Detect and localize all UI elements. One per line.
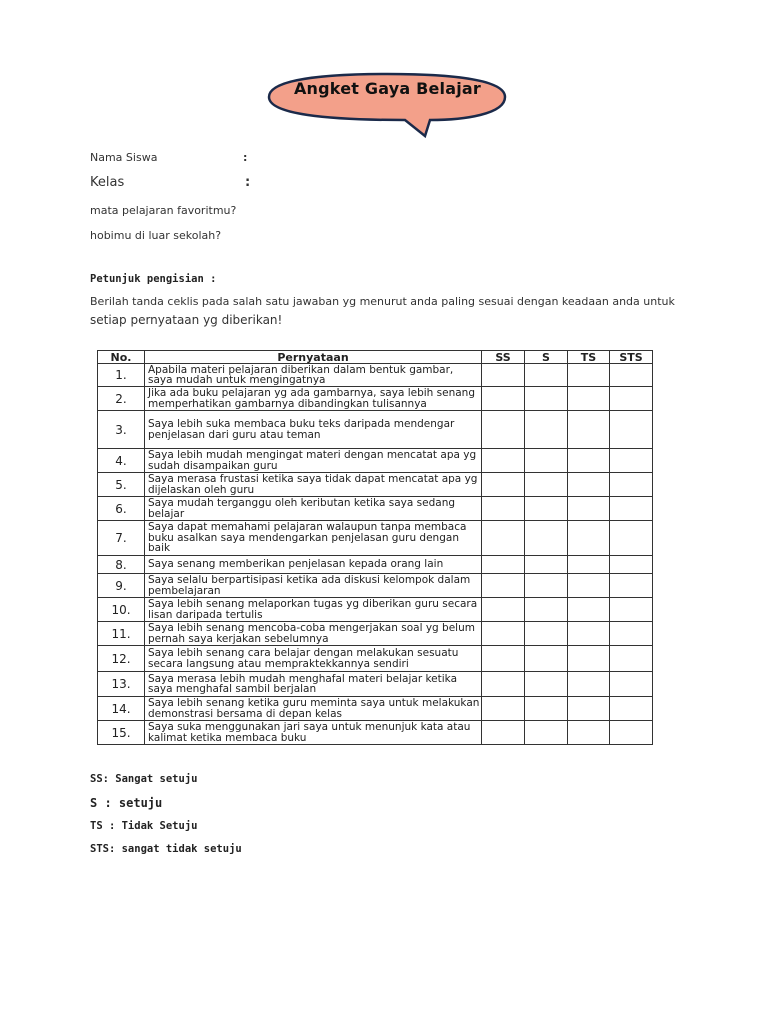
header-no: No.: [98, 351, 145, 364]
answer-cell-s[interactable]: [525, 387, 568, 411]
answer-cell-ts[interactable]: [568, 598, 610, 622]
row-number: 11.: [98, 622, 145, 646]
header-ts: TS: [568, 351, 610, 364]
class-field: [90, 175, 251, 190]
row-number: 12.: [98, 646, 145, 672]
answer-cell-ss[interactable]: [482, 473, 525, 497]
row-number: 4.: [98, 449, 145, 473]
answer-cell-s[interactable]: [525, 672, 568, 697]
row-number: 10.: [98, 598, 145, 622]
answer-cell-ts[interactable]: [568, 449, 610, 473]
answer-cell-ts[interactable]: [568, 387, 610, 411]
instructions-text: [90, 292, 690, 330]
table-row: [98, 411, 653, 449]
favorite-subject-field: [90, 204, 236, 217]
answer-cell-ss[interactable]: [482, 672, 525, 697]
table-row: [98, 387, 653, 411]
table-row: [98, 497, 653, 521]
answer-cell-ss[interactable]: [482, 697, 525, 721]
answer-cell-ts[interactable]: [568, 521, 610, 556]
header-statement: Pernyataan: [145, 351, 482, 364]
answer-cell-sts[interactable]: [610, 497, 653, 521]
table-row: [98, 449, 653, 473]
table-row: [98, 646, 653, 672]
answer-cell-s[interactable]: [525, 622, 568, 646]
answer-cell-s[interactable]: [525, 473, 568, 497]
field-colon: :: [245, 175, 251, 190]
field-label: hobimu di luar sekolah?: [90, 229, 222, 242]
row-number: 1.: [98, 364, 145, 387]
answer-cell-ts[interactable]: [568, 697, 610, 721]
table-row: [98, 473, 653, 497]
table-row: [98, 721, 653, 745]
answer-cell-sts[interactable]: [610, 574, 653, 598]
answer-cell-sts[interactable]: [610, 473, 653, 497]
statement-cell: Saya suka menggunakan jari saya untuk menunjuk kata atau kalimat ketika membaca buku: [145, 721, 482, 745]
answer-cell-s[interactable]: [525, 411, 568, 449]
answer-cell-sts[interactable]: [610, 697, 653, 721]
table-header-row: [98, 351, 653, 364]
field-label: Kelas: [90, 175, 125, 190]
answer-cell-sts[interactable]: [610, 622, 653, 646]
statement-cell: Saya lebih senang cara belajar dengan melakukan sesuatu secara langsung atau mempraktekkannya sendiri: [145, 646, 482, 672]
field-label: Nama Siswa: [90, 151, 158, 164]
answer-cell-ss[interactable]: [482, 646, 525, 672]
row-number: 13.: [98, 672, 145, 697]
legend-ts: TS : Tidak Setuju: [90, 820, 198, 832]
answer-cell-sts[interactable]: [610, 521, 653, 556]
answer-cell-sts[interactable]: [610, 721, 653, 745]
answer-cell-sts[interactable]: [610, 364, 653, 387]
answer-cell-ss[interactable]: [482, 598, 525, 622]
answer-cell-s[interactable]: [525, 497, 568, 521]
statement-cell: Saya merasa lebih mudah menghafal materi belajar ketika saya menghafal sambil berjalan: [145, 672, 482, 697]
answer-cell-sts[interactable]: [610, 556, 653, 574]
statement-cell: Apabila materi pelajaran diberikan dalam bentuk gambar, saya mudah untuk mengingatnya: [145, 364, 482, 387]
field-label: mata pelajaran favoritmu?: [90, 204, 237, 217]
row-number: 5.: [98, 473, 145, 497]
answer-cell-ts[interactable]: [568, 721, 610, 745]
header-s: S: [525, 351, 568, 364]
student-name-field: [90, 151, 248, 164]
field-colon: :: [243, 151, 248, 164]
answer-cell-ts[interactable]: [568, 556, 610, 574]
hobby-field: [90, 229, 221, 242]
statement-cell: Saya mudah terganggu oleh keributan ketika saya sedang belajar: [145, 497, 482, 521]
answer-cell-s[interactable]: [525, 574, 568, 598]
header-sts: STS: [610, 351, 653, 364]
instructions-line: Berilah tanda ceklis pada salah satu jawaban yg menurut anda paling sesuai dengan keadaan anda untuk: [90, 295, 675, 308]
statement-cell: Saya selalu berpartisipasi ketika ada diskusi kelompok dalam pembelajaran: [145, 574, 482, 598]
answer-cell-s[interactable]: [525, 721, 568, 745]
statement-cell: Saya lebih senang melaporkan tugas yg diberikan guru secara lisan daripada tertulis: [145, 598, 482, 622]
instructions-title: Petunjuk pengisian :: [90, 273, 217, 285]
answer-cell-s[interactable]: [525, 521, 568, 556]
answer-cell-ss[interactable]: [482, 622, 525, 646]
answer-cell-ss[interactable]: [482, 574, 525, 598]
row-number: 7.: [98, 521, 145, 556]
answer-cell-ss[interactable]: [482, 521, 525, 556]
answer-cell-s[interactable]: [525, 697, 568, 721]
statement-cell: Jika ada buku pelajaran yg ada gambarnya, saya lebih senang memperhatikan gambarnya dibandingkan tulisannya: [145, 387, 482, 411]
statement-cell: Saya lebih mudah mengingat materi dengan mencatat apa yg sudah disampaikan guru: [145, 449, 482, 473]
table-row: [98, 622, 653, 646]
answer-cell-s[interactable]: [525, 598, 568, 622]
row-number: 15.: [98, 721, 145, 745]
answer-cell-ts[interactable]: [568, 364, 610, 387]
row-number: 3.: [98, 411, 145, 449]
answer-cell-ts[interactable]: [568, 574, 610, 598]
instructions-line: setiap pernyataan yg diberikan!: [90, 313, 283, 327]
answer-cell-ss[interactable]: [482, 556, 525, 574]
answer-cell-ss[interactable]: [482, 497, 525, 521]
questionnaire-table: [97, 350, 653, 745]
answer-cell-ss[interactable]: [482, 364, 525, 387]
statement-cell: Saya dapat memahami pelajaran walaupun tanpa membaca buku asalkan saya mendengarkan penjelasan guru dengan baik: [145, 521, 482, 556]
title-bubble: [265, 70, 510, 140]
legend-ss: SS: Sangat setuju: [90, 773, 198, 785]
answer-cell-ts[interactable]: [568, 672, 610, 697]
answer-cell-sts[interactable]: [610, 449, 653, 473]
statement-cell: Saya merasa frustasi ketika saya tidak dapat mencatat apa yg dijelaskan oleh guru: [145, 473, 482, 497]
answer-cell-s[interactable]: [525, 556, 568, 574]
answer-cell-ts[interactable]: [568, 622, 610, 646]
statement-cell: Saya lebih senang mencoba-coba mengerjakan soal yg belum pernah saya kerjakan sebelumnya: [145, 622, 482, 646]
legend-sts: STS: sangat tidak setuju: [90, 843, 242, 855]
answer-cell-sts[interactable]: [610, 387, 653, 411]
answer-cell-s[interactable]: [525, 646, 568, 672]
legend-s: S : setuju: [90, 796, 163, 810]
row-number: 14.: [98, 697, 145, 721]
answer-cell-ss[interactable]: [482, 721, 525, 745]
statement-cell: Saya senang memberikan penjelasan kepada orang lain: [145, 556, 482, 574]
answer-cell-ss[interactable]: [482, 449, 525, 473]
answer-cell-ts[interactable]: [568, 473, 610, 497]
row-number: 9.: [98, 574, 145, 598]
table-row: [98, 364, 653, 387]
answer-cell-ss[interactable]: [482, 411, 525, 449]
table-row: [98, 598, 653, 622]
page-title: Angket Gaya Belajar: [293, 79, 482, 98]
table-row: [98, 574, 653, 598]
table-row: [98, 697, 653, 721]
answer-cell-s[interactable]: [525, 364, 568, 387]
answer-cell-s[interactable]: [525, 449, 568, 473]
table-row: [98, 521, 653, 556]
answer-cell-ss[interactable]: [482, 387, 525, 411]
answer-cell-ts[interactable]: [568, 411, 610, 449]
header-ss: SS: [482, 351, 525, 364]
answer-cell-sts[interactable]: [610, 411, 653, 449]
row-number: 8.: [98, 556, 145, 574]
answer-cell-ts[interactable]: [568, 646, 610, 672]
table-row: [98, 556, 653, 574]
answer-cell-ts[interactable]: [568, 497, 610, 521]
statement-cell: Saya lebih senang ketika guru meminta saya untuk melakukan demonstrasi bersama di depan kelas: [145, 697, 482, 721]
answer-cell-sts[interactable]: [610, 672, 653, 697]
row-number: 6.: [98, 497, 145, 521]
answer-cell-sts[interactable]: [610, 646, 653, 672]
statement-cell: Saya lebih suka membaca buku teks daripada mendengar penjelasan dari guru atau teman: [145, 411, 482, 449]
table-row: [98, 672, 653, 697]
row-number: 2.: [98, 387, 145, 411]
answer-cell-sts[interactable]: [610, 598, 653, 622]
